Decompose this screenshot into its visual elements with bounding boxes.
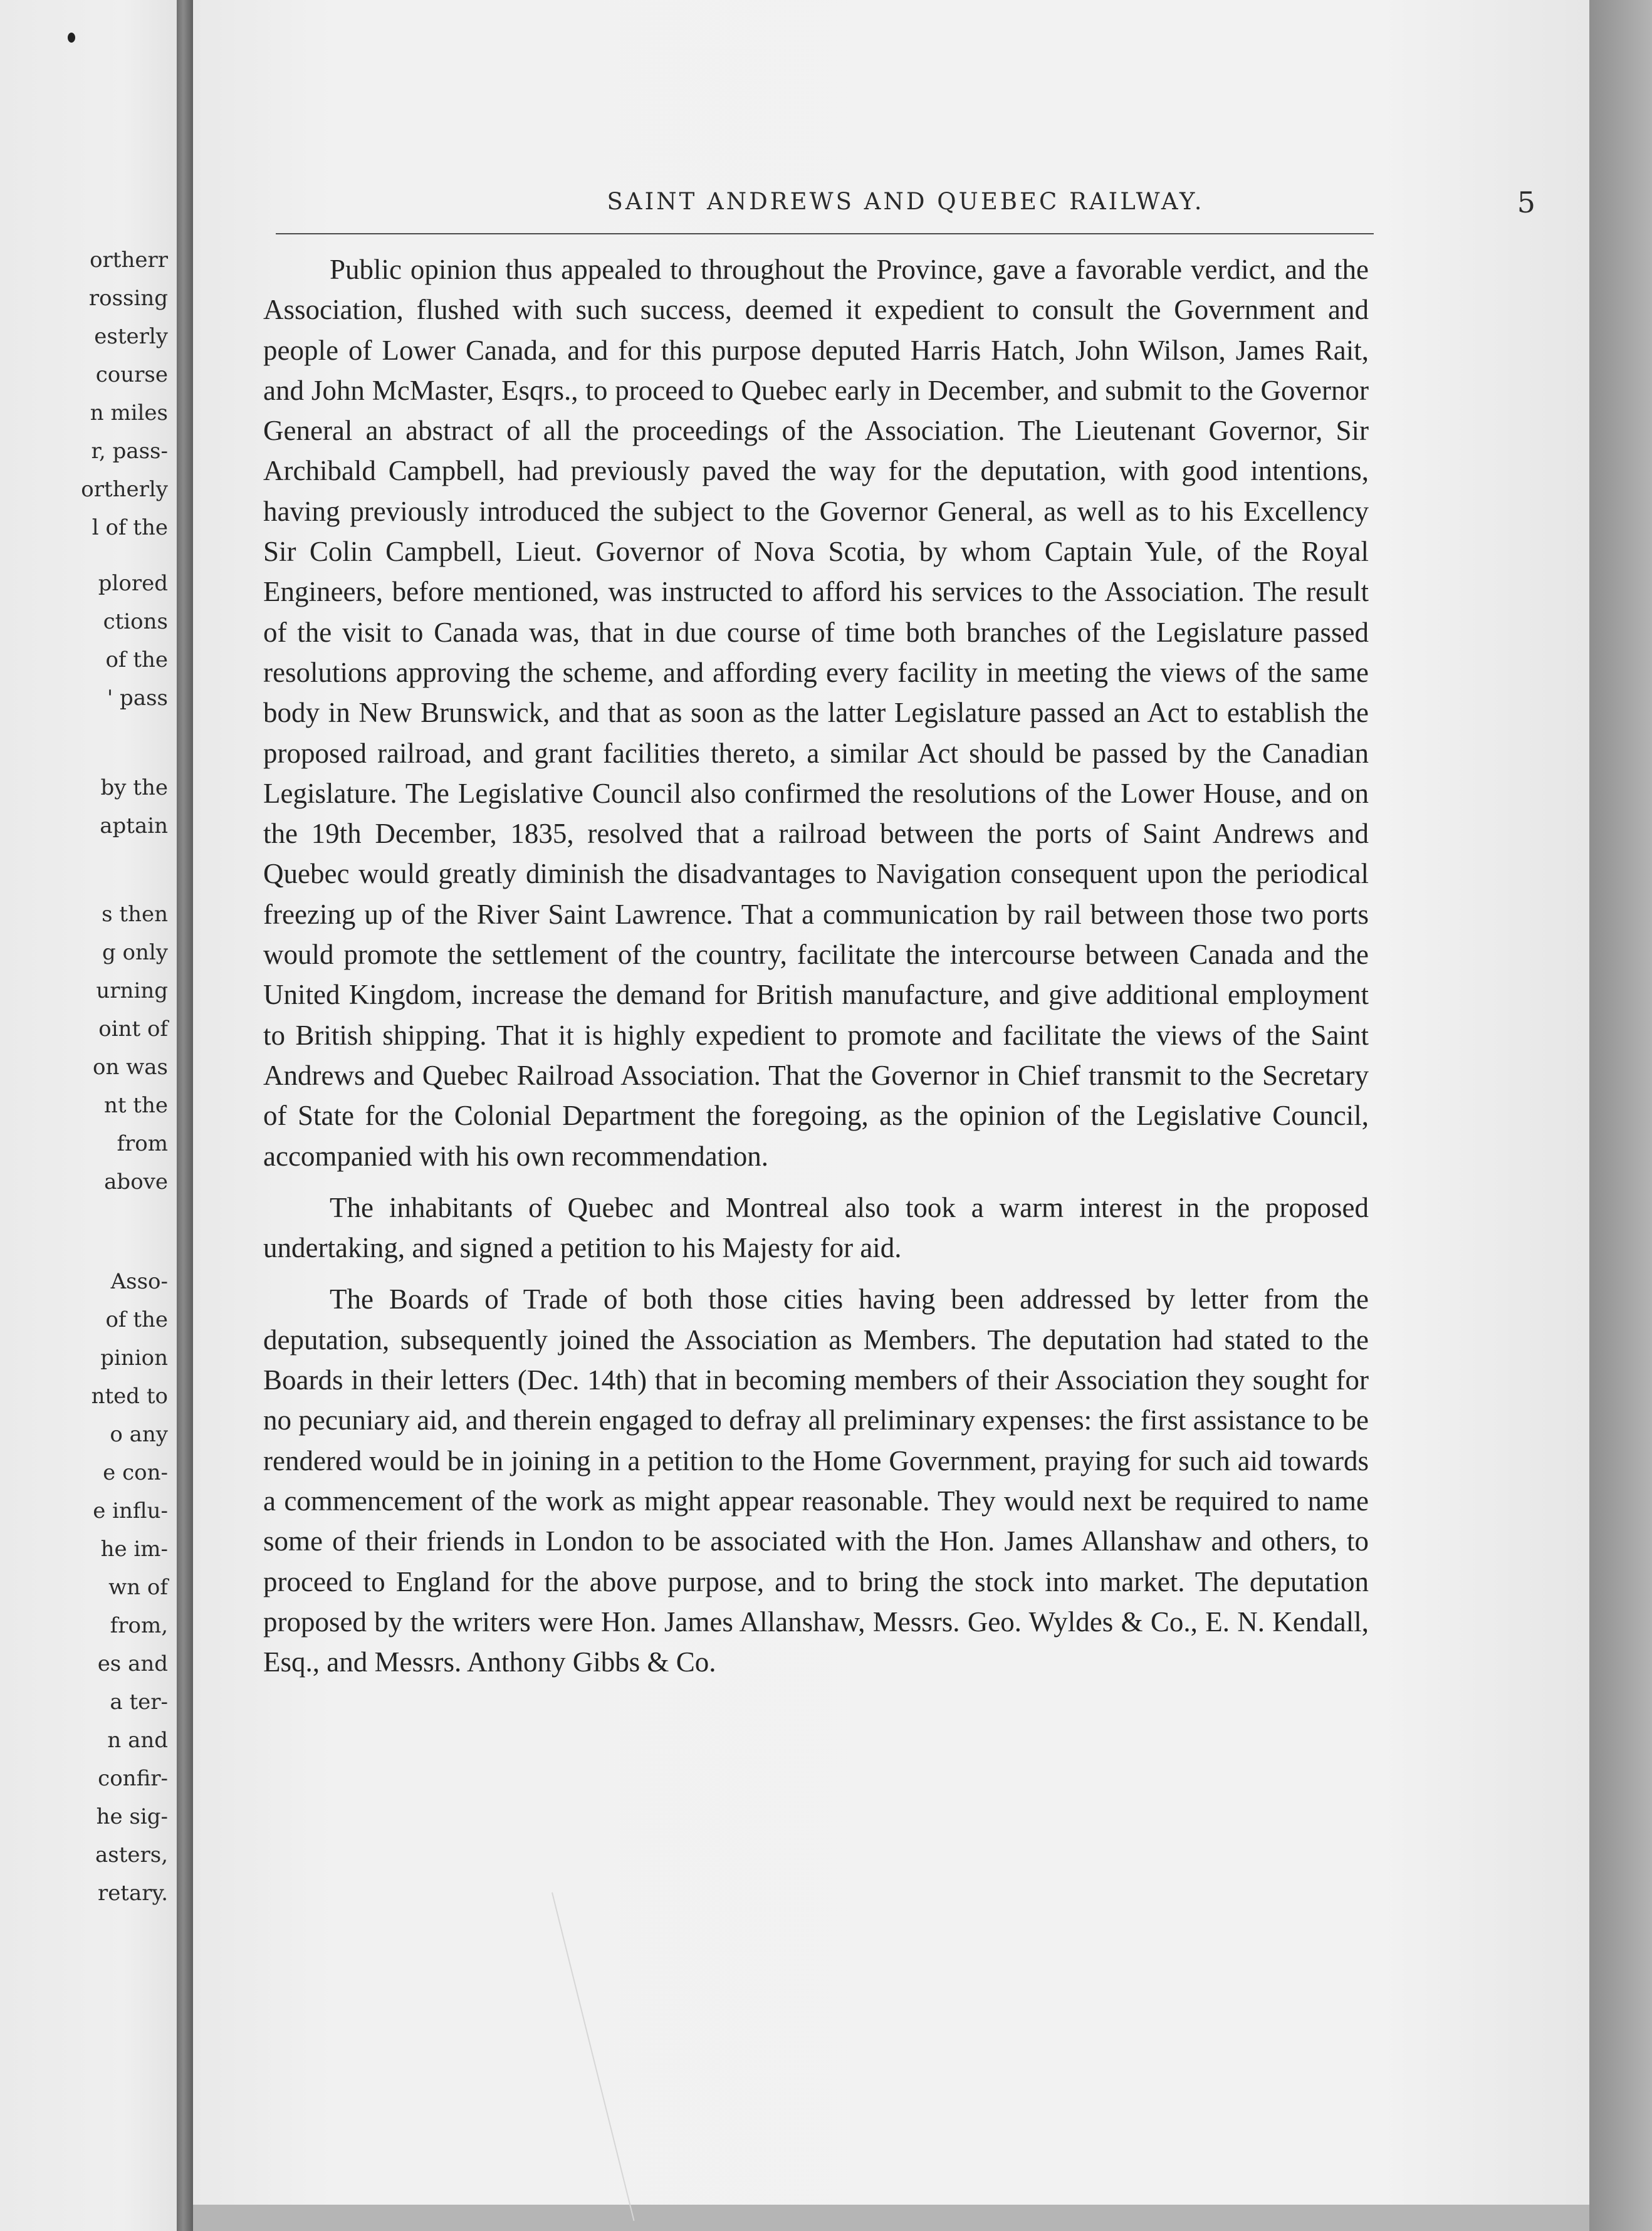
left-fragment: esterly bbox=[94, 324, 168, 349]
left-fragment: course bbox=[95, 362, 168, 387]
left-fragment: es and bbox=[97, 1651, 168, 1676]
left-fragment: g only bbox=[102, 940, 168, 965]
header-rule bbox=[276, 233, 1374, 234]
body-text bbox=[263, 249, 1369, 1682]
left-fragment: n miles bbox=[90, 400, 168, 426]
left-fragment: ctions bbox=[103, 609, 168, 634]
left-fragment: ortherr bbox=[90, 248, 168, 273]
left-fragment: o any bbox=[110, 1422, 168, 1447]
left-fragment: nted to bbox=[91, 1384, 168, 1409]
left-fragment: wn of bbox=[108, 1575, 168, 1600]
left-fragment: n and bbox=[107, 1728, 168, 1753]
left-fragment: Asso- bbox=[110, 1269, 168, 1294]
left-fragment: rossing bbox=[88, 286, 168, 311]
left-fragment: ortherly bbox=[81, 477, 168, 502]
page-edge-shadow bbox=[1589, 0, 1652, 2231]
left-fragment: oint of bbox=[98, 1016, 168, 1042]
left-fragment: e influ- bbox=[93, 1498, 168, 1523]
left-fragment: e con- bbox=[103, 1460, 168, 1485]
left-fragment: ' pass bbox=[107, 686, 168, 711]
left-fragment: above bbox=[104, 1169, 168, 1194]
page-header bbox=[276, 185, 1535, 226]
left-fragment: by the bbox=[100, 775, 168, 800]
left-fragment: nt the bbox=[103, 1093, 168, 1118]
left-fragment: retary. bbox=[97, 1881, 168, 1906]
paragraph-boards-of-trade: The Boards of Trade of both those cities having been addressed by letter from the deputation, subsequently joined the Association as Members. The deputation had stated to the Boards in their letters (Dec. 14th) that in becoming members of their Association they sought for no pecuniary aid, and therein engaged to defray all preliminary expenses: the first assistance to be rendered would be in joining in a petition to the Home Government, praying for such aid towards a commencement of the work as might appear reasonable. They would next be required to name some of their friends in London to be associated with the Hon. James Allanshaw and others, to proceed to England for the above purpose, and to bring the stock into market. The deputation proposed by the writers were Hon. James Allanshaw, Messrs. Geo. Wyldes & Co., E. N. Kendall, Esq., and Messrs. Anthony Gibbs & Co. bbox=[263, 1283, 1369, 1678]
left-fragment: asters, bbox=[95, 1842, 168, 1868]
left-fragment: confir- bbox=[98, 1766, 168, 1791]
left-fragment: he im- bbox=[100, 1537, 168, 1562]
left-fragment: r, pass- bbox=[91, 439, 168, 464]
left-fragment: of the bbox=[105, 1307, 168, 1332]
running-title: SAINT ANDREWS AND QUEBEC RAILWAY. bbox=[607, 188, 1205, 215]
left-fragment: from, bbox=[110, 1613, 168, 1638]
left-fragment: l of the bbox=[91, 515, 168, 540]
left-fragment: a ter- bbox=[110, 1690, 168, 1715]
left-fragment: of the bbox=[105, 647, 168, 672]
left-fragment: urning bbox=[96, 978, 168, 1003]
left-fragment: pinion bbox=[100, 1345, 168, 1371]
left-page-text-fragments bbox=[0, 0, 177, 2231]
left-fragment: he sig- bbox=[96, 1804, 168, 1829]
left-fragment: aptain bbox=[100, 813, 168, 839]
page-bottom-shadow bbox=[193, 2205, 1589, 2231]
paragraph-public-opinion: Public opinion thus appealed to throughout the Province, gave a favorable verdict, and the Association, flushed with such success, deemed it expedient to consult the Government and people of Lower Canada, and for this purpose deputed Harris Hatch, John Wilson, James Rait, and John McMaster, Esqrs., to proceed to Quebec early in December, and submit to the Governor General an abstract of all the proceedings of the Association. The Lieutenant Governor, Sir Archibald Campbell, had previously paved the way for the deputation, with good intentions, having previously introduced the subject to the Governor General, as well as to his Excellency Sir Colin Campbell, Lieut. Governor of Nova Scotia, by whom Captain Yule, of the Royal Engineers, before mentioned, was instructed to afford his services to the Association. The result of the visit to Canada was, that in due course of time both branches of the Legislature passed resolutions approving the scheme, and affording every facility in meeting the views of the same body in New Brunswick, and that as soon as the latter Legislature passed an Act to establish the proposed railroad, and grant facilities thereto, a similar Act should be passed by the Canadian Legislature. The Legislative Council also confirmed the resolutions of the Lower House, and on the 19th December, 1835, resolved that a railroad between the ports of Saint Andrews and Quebec would greatly diminish the disadvantages to Navigation consequent upon the periodical freezing up of the River Saint Lawrence. That a communication by rail between those two ports would promote the settlement of the country, facilitate the intercourse between Canada and the United Kingdom, increase the demand for British manufacture, and give additional employment to British shipping. That it is highly expedient to promote and facilitate the views of the Saint Andrews and Quebec Railroad Association. That the Governor in Chief transmit to the Secretary of State for the Colonial Department the foregoing, as the opinion of the Legislative Council, accompanied with his own recommendation. bbox=[263, 254, 1369, 1172]
book-gutter bbox=[177, 0, 193, 2231]
left-fragment: from bbox=[117, 1131, 168, 1156]
left-fragment: on was bbox=[93, 1055, 168, 1080]
paragraph-inhabitants: The inhabitants of Quebec and Montreal also took a warm interest in the proposed undertaking, and signed a petition to his Majesty for aid. bbox=[263, 1191, 1369, 1264]
page-number: 5 bbox=[1517, 185, 1535, 219]
left-fragment: s then bbox=[102, 902, 168, 927]
left-fragment: plored bbox=[98, 571, 168, 596]
